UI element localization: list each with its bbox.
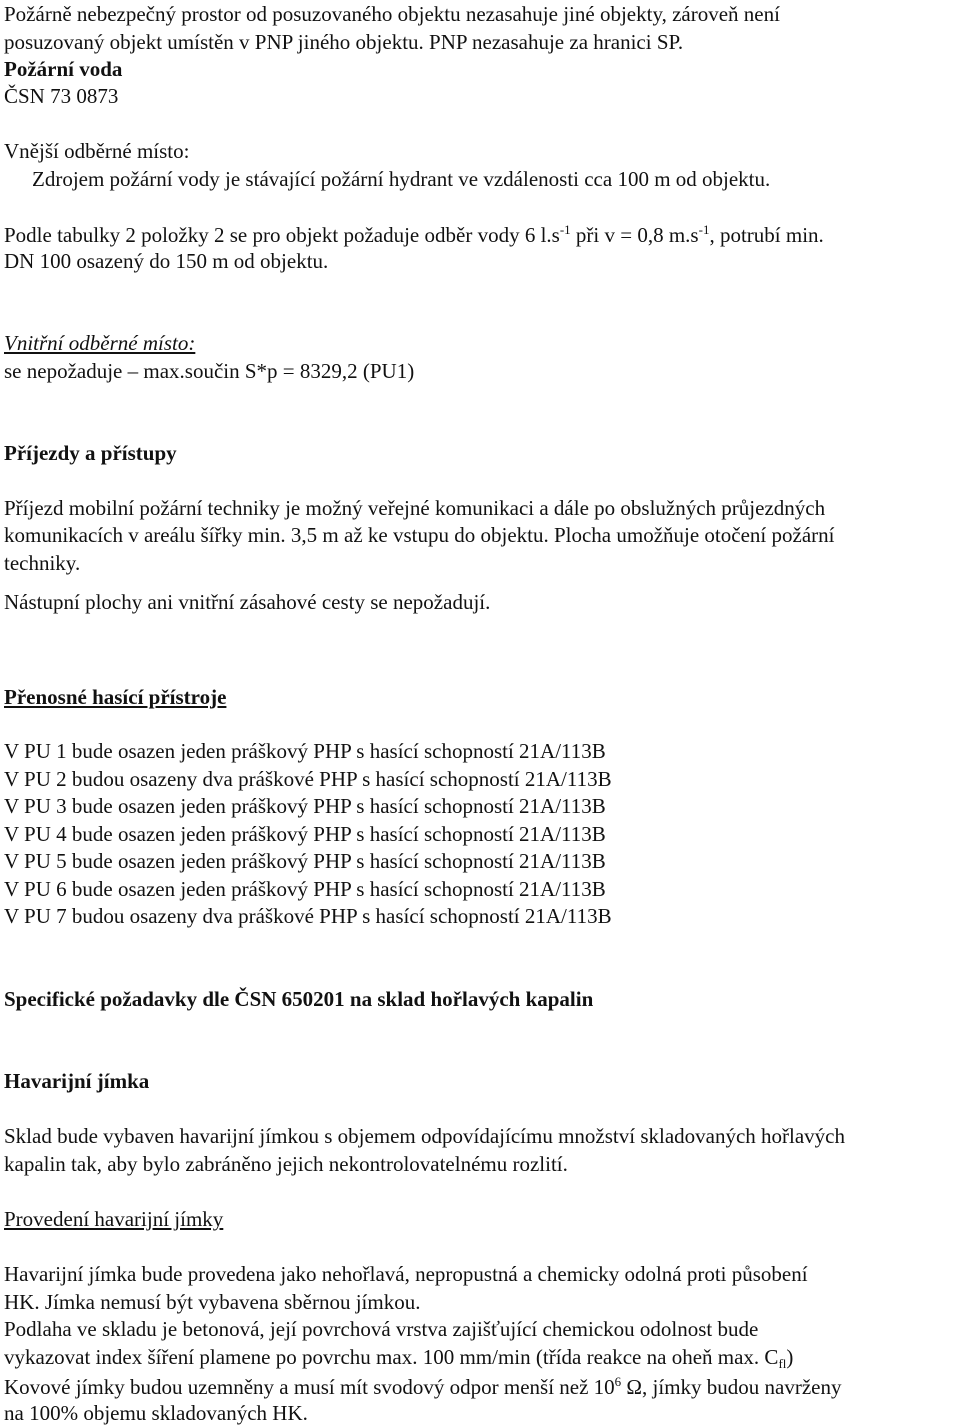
text-nastupni-plochy: Nástupní plochy ani vnitřní zásahové cesty se nepožadují. <box>4 590 491 614</box>
list-item: V PU 3 bude osazen jeden práškový PHP s hasící schopností 21A/113B <box>4 794 606 818</box>
paragraph-prijezd-line-2: komunikacích v areálu šířky min. 3,5 m až ke vstupu do objektu. Plocha umožňuje otočení požární <box>4 523 835 547</box>
norm-reference: ČSN 73 0873 <box>4 84 119 108</box>
tabulka-text-b: při v = 0,8 m.s <box>570 223 699 247</box>
paragraph-provedeni-line-4 <box>4 1347 793 1370</box>
subscript-fl: fl <box>778 1356 787 1371</box>
paragraph-jimka-line-1: Sklad bude vybaven havarijní jímkou s objemem odpovídajícímu množství skladovaných hořlavých <box>4 1124 846 1148</box>
text-zdroj-vody: Zdrojem požární vody je stávající požární hydrant ve vzdálenosti cca 100 m od objektu. <box>32 167 771 191</box>
paragraph-jimka-line-2: kapalin tak, aby bylo zabráněno jejich nekontrolovatelnému rozlití. <box>4 1152 568 1176</box>
heading-provedeni-jimky: Provedení havarijní jímky <box>4 1207 224 1231</box>
paragraph-pnp-line-2: posuzovaný objekt umístěn v PNP jiného objektu. PNP nezasahuje za hranici SP. <box>4 30 684 54</box>
heading-prijezdy: Příjezdy a přístupy <box>4 441 177 465</box>
paragraph-provedeni-line-6: na 100% objemu skladovaných HK. <box>4 1401 308 1425</box>
text-dn-100: DN 100 osazený do 150 m od objektu. <box>4 249 329 273</box>
odpor-text-b: Ω, jímky budou navrženy <box>621 1375 842 1399</box>
text-nepozaduje: se nepožaduje – max.součin S*p = 8329,2 (PU1) <box>4 359 415 383</box>
heading-specificke-pozadavky: Specifické požadavky dle ČSN 650201 na sklad hořlavých kapalin <box>4 987 594 1011</box>
paragraph-provedeni-line-3: Podlaha ve skladu je betonová, její povrchová vrstva zajišťující chemickou odolnost bude <box>4 1317 759 1341</box>
paragraph-provedeni-line-2: HK. Jímka nemusí být vybavena sběrnou jímkou. <box>4 1290 421 1314</box>
superscript-minus-one: -1 <box>559 222 571 237</box>
list-item: V PU 4 bude osazen jeden práškový PHP s hasící schopností 21A/113B <box>4 822 606 846</box>
superscript-minus-one: -1 <box>698 222 710 237</box>
index-text-b: ) <box>786 1345 794 1369</box>
list-item: V PU 2 budou osazeny dva práškové PHP s hasící schopností 21A/113B <box>4 767 612 791</box>
list-item: V PU 7 budou osazeny dva práškové PHP s hasící schopností 21A/113B <box>4 904 612 928</box>
label-vnejsi-odberne-misto: Vnější odběrné místo: <box>4 139 190 163</box>
paragraph-provedeni-line-5 <box>4 1375 842 1398</box>
tabulka-text-a: Podle tabulky 2 položky 2 se pro objekt požaduje odběr vody 6 l.s <box>4 223 560 247</box>
list-item: V PU 5 bude osazen jeden práškový PHP s hasící schopností 21A/113B <box>4 849 606 873</box>
label-vnitrni-odberne-misto: Vnitřní odběrné místo: <box>4 331 196 355</box>
list-item: V PU 1 bude osazen jeden práškový PHP s hasící schopností 21A/113B <box>4 739 606 763</box>
paragraph-provedeni-line-1: Havarijní jímka bude provedena jako nehořlavá, nepropustná a chemicky odolná proti působení <box>4 1262 808 1286</box>
index-text-a: vykazovat index šíření plamene po povrchu max. 100 mm/min (třída reakce na oheň max. C <box>4 1345 779 1369</box>
heading-havarijni-jimka: Havarijní jímka <box>4 1069 150 1093</box>
paragraph-prijezd-line-3: techniky. <box>4 551 81 575</box>
heading-hasici-pristroje: Přenosné hasící přístroje <box>4 685 227 709</box>
paragraph-pnp-line-1: Požárně nebezpečný prostor od posuzovaného objektu nezasahuje jiné objekty, zároveň není <box>4 2 780 26</box>
text-tabulka-odber <box>4 223 824 246</box>
paragraph-prijezd-line-1: Příjezd mobilní požární techniky je možný veřejné komunikaci a dále po obslužných průjezdných <box>4 496 826 520</box>
list-item: V PU 6 bude osazen jeden práškový PHP s hasící schopností 21A/113B <box>4 877 606 901</box>
heading-pozarni-voda: Požární voda <box>4 57 123 81</box>
superscript-six: 6 <box>614 1374 622 1389</box>
tabulka-text-c: , potrubí min. <box>709 223 824 247</box>
odpor-text-a: Kovové jímky budou uzemněny a musí mít svodový odpor menší než 10 <box>4 1375 615 1399</box>
